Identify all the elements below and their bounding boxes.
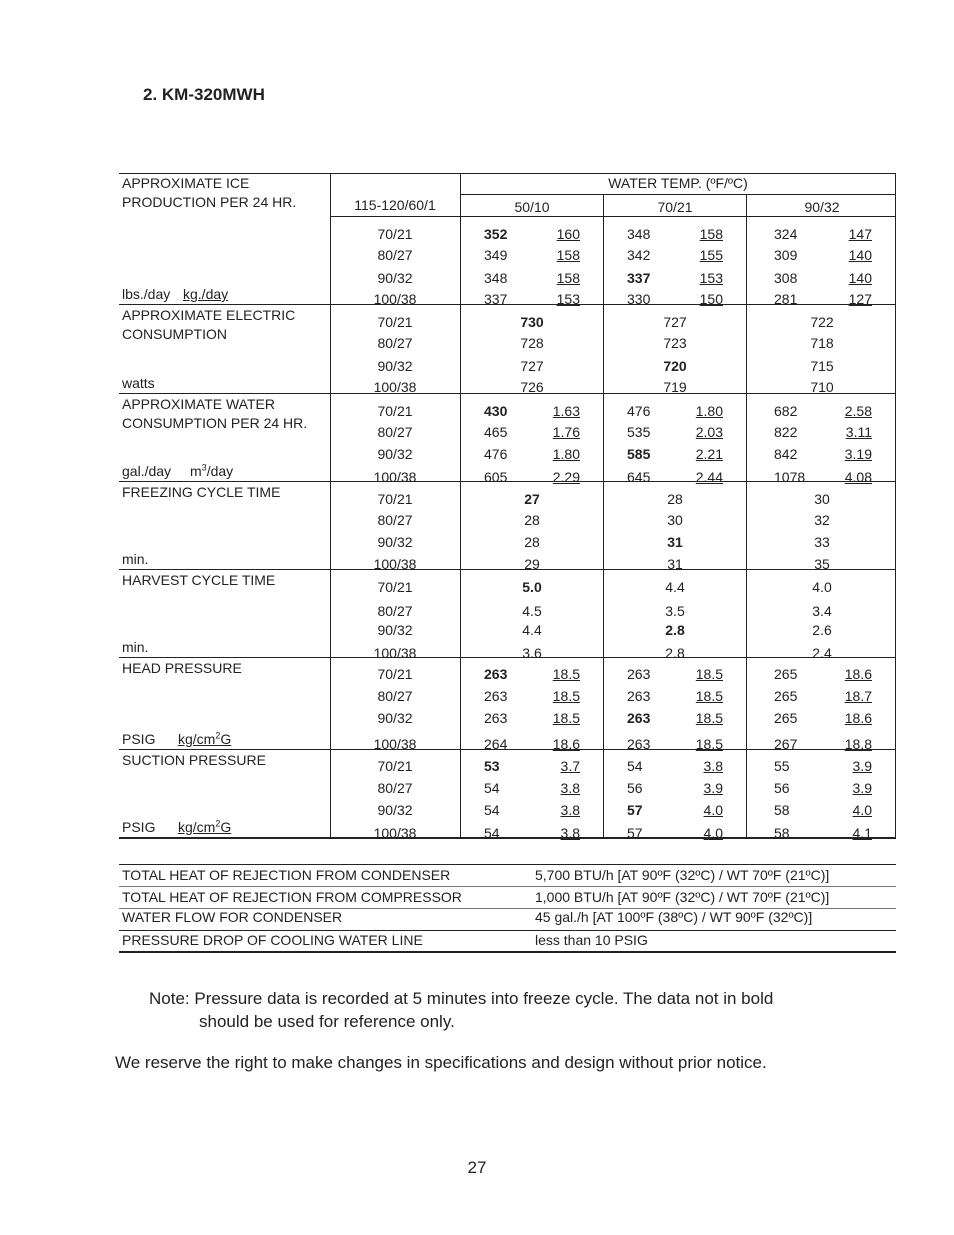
unit-label-base: kg/cm: [178, 819, 216, 835]
data-cell: 842: [774, 446, 798, 462]
data-cell: 3.5: [665, 603, 685, 619]
data-cell: 822: [774, 424, 798, 440]
data-cell: 3.4: [812, 603, 832, 619]
section-label: APPROXIMATE ICE: [122, 175, 250, 191]
data-cell: 263: [627, 736, 651, 752]
section-label: HEAD PRESSURE: [122, 660, 242, 676]
unit-label-metric: [183, 286, 228, 302]
table-rule: [119, 393, 896, 394]
air-temp-cell: 80/27: [377, 603, 413, 619]
air-temp-cell: 100/38: [373, 556, 417, 572]
section-label: CONSUMPTION PER 24 HR.: [122, 415, 308, 431]
data-cell: 263: [484, 688, 508, 704]
data-cell: 348: [484, 270, 508, 286]
data-cell: 682: [774, 403, 798, 419]
data-cell: 324: [774, 226, 798, 242]
data-cell: 3.8: [560, 802, 580, 818]
data-cell: 2.58: [844, 403, 872, 419]
data-cell: 140: [848, 270, 872, 286]
data-cell: 4.4: [665, 579, 685, 595]
page-number: 27: [467, 1158, 487, 1177]
unit-label-base: kg/cm: [178, 731, 216, 747]
air-temp-cell: 90/32: [377, 270, 413, 286]
unit-label-metric: [178, 819, 231, 835]
data-cell: 349: [484, 247, 508, 263]
data-cell: 476: [484, 446, 508, 462]
data-cell: 728: [520, 335, 544, 351]
data-cell: 4.0: [812, 579, 832, 595]
data-cell: 3.19: [844, 446, 872, 462]
air-temp-cell: 80/27: [377, 512, 413, 528]
data-cell: 53: [484, 758, 500, 774]
data-cell: 4.08: [844, 469, 872, 485]
data-cell: 30: [667, 512, 683, 528]
unit-label: gal./day: [122, 463, 172, 479]
air-temp-cell: 70/21: [377, 226, 413, 242]
data-cell: 308: [774, 270, 798, 286]
table-rule: [119, 657, 896, 658]
air-temp-cell: 70/21: [377, 491, 413, 507]
data-cell: 54: [484, 825, 500, 841]
data-cell: 4.0: [703, 825, 723, 841]
air-temp-cell: 70/21: [377, 314, 413, 330]
data-cell: 263: [484, 710, 508, 726]
air-temp-cell: 80/27: [377, 424, 413, 440]
data-cell: 727: [520, 358, 544, 374]
air-temp-cell: 90/32: [377, 534, 413, 550]
air-temp-cell: 80/27: [377, 780, 413, 796]
data-cell: 18.6: [552, 736, 580, 752]
data-cell: 342: [627, 247, 651, 263]
data-cell: 727: [663, 314, 687, 330]
table-rule: [119, 864, 896, 865]
data-cell: 330: [627, 291, 651, 307]
spec-label: PRESSURE DROP OF COOLING WATER LINE: [122, 932, 423, 948]
air-temp-cell: 100/38: [373, 291, 417, 307]
data-cell: 160: [556, 226, 580, 242]
data-cell: 337: [484, 291, 508, 307]
data-cell: 263: [484, 666, 508, 682]
data-cell: 2.29: [552, 469, 580, 485]
unit-label-metric: [178, 731, 231, 747]
disclaimer: We reserve the right to make changes in specifications and design without prior notice.: [115, 1053, 767, 1072]
data-cell: 3.8: [560, 780, 580, 796]
section-label: FREEZING CYCLE TIME: [122, 484, 281, 500]
data-cell: 1.76: [552, 424, 580, 440]
table-rule: [460, 173, 461, 837]
note-line-1: Note: Pressure data is recorded at 5 minutes into freeze cycle. The data not in bold: [149, 989, 774, 1008]
data-cell: 28: [524, 534, 540, 550]
air-temp-cell: 100/38: [373, 469, 417, 485]
data-cell: 127: [848, 291, 872, 307]
data-cell: 18.5: [695, 710, 723, 726]
data-cell: 263: [627, 710, 651, 726]
unit-label: PSIG: [122, 819, 156, 835]
air-temp-cell: 90/32: [377, 358, 413, 374]
data-cell: 430: [484, 403, 508, 419]
data-cell: 309: [774, 247, 798, 263]
table-rule: [119, 569, 896, 570]
data-cell: 28: [524, 512, 540, 528]
power-spec: 115-120/60/1: [354, 197, 436, 213]
data-cell: 605: [484, 469, 508, 485]
data-cell: 54: [484, 780, 500, 796]
data-cell: 55: [774, 758, 790, 774]
performance-table: [119, 173, 896, 841]
column-header: 50/10: [514, 199, 550, 215]
air-temp-cell: 70/21: [377, 403, 413, 419]
unit-label: min.: [122, 639, 149, 655]
data-cell: 348: [627, 226, 651, 242]
data-cell: 465: [484, 424, 508, 440]
data-cell: 1078: [774, 469, 806, 485]
data-cell: 2.21: [695, 446, 723, 462]
data-cell: 57: [627, 825, 643, 841]
spec-value: 1,000 BTU/h [AT 90ºF (32ºC) / WT 70ºF (21ºC)]: [535, 889, 830, 905]
spec-label: WATER FLOW FOR CONDENSER: [122, 909, 343, 925]
data-cell: 18.5: [695, 688, 723, 704]
air-temp-cell: 70/21: [377, 666, 413, 682]
data-cell: 28: [667, 491, 683, 507]
unit-superscript: 3: [201, 462, 207, 473]
data-cell: 18.6: [844, 710, 872, 726]
data-cell: 719: [663, 379, 687, 395]
data-cell: 58: [774, 825, 790, 841]
air-temp-cell: 90/32: [377, 446, 413, 462]
unit-label: lbs./day: [122, 286, 171, 302]
data-cell: 58: [774, 802, 790, 818]
water-temp-header: WATER TEMP. (ºF/ºC): [608, 175, 748, 191]
table-rule: [119, 173, 896, 174]
note-line-2: should be used for reference only.: [199, 1012, 455, 1031]
table-rule: [119, 930, 896, 931]
data-cell: 718: [810, 335, 834, 351]
unit-label-metric: [190, 463, 233, 479]
data-cell: 3.11: [845, 424, 872, 440]
data-cell: 56: [774, 780, 790, 796]
section-label: APPROXIMATE ELECTRIC: [122, 307, 296, 323]
data-cell: 265: [774, 666, 798, 682]
data-cell: 2.03: [695, 424, 723, 440]
table-rule: [119, 886, 896, 887]
data-cell: 352: [484, 226, 508, 242]
data-cell: 31: [667, 534, 683, 550]
table-rule: [460, 194, 896, 195]
data-cell: 33: [814, 534, 830, 550]
data-cell: 54: [627, 758, 643, 774]
data-cell: 4.0: [703, 802, 723, 818]
data-cell: 3.8: [703, 758, 723, 774]
data-cell: 4.4: [522, 622, 542, 638]
data-cell: 4.5: [522, 603, 542, 619]
spec-value: 45 gal./h [AT 100ºF (38ºC) / WT 90ºF (32ºC)]: [535, 909, 813, 925]
data-cell: 265: [774, 710, 798, 726]
data-cell: 2.8: [665, 645, 685, 661]
air-temp-cell: 80/27: [377, 688, 413, 704]
unit-label-tail: /day: [206, 463, 234, 479]
air-temp-cell: 100/38: [373, 379, 417, 395]
data-cell: 2.44: [695, 469, 723, 485]
data-cell: 27: [524, 491, 540, 507]
data-cell: 32: [814, 512, 830, 528]
air-temp-cell: 80/27: [377, 335, 413, 351]
section-label: CONSUMPTION: [122, 326, 227, 342]
data-cell: 158: [699, 226, 723, 242]
data-cell: 18.5: [552, 688, 580, 704]
data-cell: 3.6: [522, 645, 542, 661]
data-cell: 710: [810, 379, 834, 395]
data-cell: 720: [663, 358, 687, 374]
data-cell: 263: [627, 688, 651, 704]
data-cell: 722: [810, 314, 834, 330]
section-label: HARVEST CYCLE TIME: [122, 572, 276, 588]
data-cell: 155: [699, 247, 723, 263]
data-cell: 281: [774, 291, 798, 307]
data-cell: 2.4: [812, 645, 832, 661]
unit-label-base: m: [190, 463, 202, 479]
data-cell: 30: [814, 491, 830, 507]
data-cell: 730: [520, 314, 544, 330]
data-cell: 3.7: [560, 758, 580, 774]
data-cell: 723: [663, 335, 687, 351]
page-title: 2. KM-320MWH: [143, 85, 265, 104]
data-cell: 585: [627, 446, 651, 462]
spec-value: less than 10 PSIG: [535, 932, 648, 948]
data-cell: 18.5: [695, 666, 723, 682]
data-cell: 18.8: [844, 736, 872, 752]
data-cell: 29: [524, 556, 540, 572]
data-cell: 18.5: [552, 666, 580, 682]
table-rule: [746, 194, 747, 837]
data-cell: 140: [848, 247, 872, 263]
data-cell: 18.6: [844, 666, 872, 682]
data-cell: 263: [627, 666, 651, 682]
data-cell: 3.9: [703, 780, 723, 796]
air-temp-cell: 70/21: [377, 579, 413, 595]
air-temp-cell: 90/32: [377, 622, 413, 638]
air-temp-cell: 80/27: [377, 247, 413, 263]
table-rule: [895, 173, 896, 837]
data-cell: 2.6: [812, 622, 832, 638]
data-cell: 4.0: [852, 802, 872, 818]
unit-label: PSIG: [122, 731, 156, 747]
data-cell: 158: [556, 247, 580, 263]
data-cell: 1.63: [552, 403, 580, 419]
unit-label-base: kg./day: [183, 286, 229, 302]
column-header: 70/21: [657, 199, 693, 215]
data-cell: 57: [627, 802, 643, 818]
spec-label: TOTAL HEAT OF REJECTION FROM CONDENSER: [122, 867, 451, 883]
data-cell: 715: [810, 358, 834, 374]
data-cell: 726: [520, 379, 544, 395]
data-cell: 153: [556, 291, 580, 307]
data-cell: 264: [484, 736, 508, 752]
air-temp-cell: 100/38: [373, 645, 417, 661]
data-cell: 337: [627, 270, 651, 286]
data-cell: 535: [627, 424, 651, 440]
data-cell: 35: [814, 556, 830, 572]
air-temp-cell: 100/38: [373, 825, 417, 841]
table-rule: [603, 194, 604, 837]
unit-superscript: 2: [215, 818, 221, 829]
data-cell: 645: [627, 469, 651, 485]
air-temp-cell: 70/21: [377, 758, 413, 774]
column-header: 90/32: [804, 199, 840, 215]
unit-label-tail: G: [220, 819, 232, 835]
air-temp-cell: 90/32: [377, 802, 413, 818]
air-temp-cell: 100/38: [373, 736, 417, 752]
data-cell: 1.80: [552, 446, 580, 462]
section-label: SUCTION PRESSURE: [122, 752, 266, 768]
unit-superscript: 2: [215, 730, 221, 741]
data-cell: 3.8: [560, 825, 580, 841]
table-rule: [119, 951, 896, 953]
data-cell: 31: [667, 556, 683, 572]
data-cell: 267: [774, 736, 798, 752]
table-rule: [330, 216, 896, 217]
air-temp-cell: 90/32: [377, 710, 413, 726]
data-cell: 18.7: [844, 688, 872, 704]
data-cell: 153: [699, 270, 723, 286]
data-cell: 18.5: [552, 710, 580, 726]
data-cell: 2.8: [665, 622, 685, 638]
data-cell: 18.5: [695, 736, 723, 752]
data-cell: 158: [556, 270, 580, 286]
data-cell: 56: [627, 780, 643, 796]
data-cell: 5.0: [522, 579, 542, 595]
data-cell: 150: [699, 291, 723, 307]
data-cell: 54: [484, 802, 500, 818]
data-cell: 265: [774, 688, 798, 704]
heat-rejection-table: [119, 864, 896, 952]
table-rule: [330, 173, 331, 837]
spec-value: 5,700 BTU/h [AT 90ºF (32ºC) / WT 70ºF (21ºC)]: [535, 867, 830, 883]
data-cell: 3.9: [852, 758, 872, 774]
data-cell: 1.80: [695, 403, 723, 419]
spec-label: TOTAL HEAT OF REJECTION FROM COMPRESSOR: [122, 889, 462, 905]
data-cell: 3.9: [852, 780, 872, 796]
unit-label: watts: [122, 375, 155, 391]
unit-label: min.: [122, 551, 149, 567]
unit-label-tail: G: [220, 731, 232, 747]
data-cell: 4.1: [852, 825, 872, 841]
section-label: APPROXIMATE WATER: [122, 396, 275, 412]
section-label: PRODUCTION PER 24 HR.: [122, 194, 297, 210]
data-cell: 476: [627, 403, 651, 419]
data-cell: 147: [848, 226, 872, 242]
